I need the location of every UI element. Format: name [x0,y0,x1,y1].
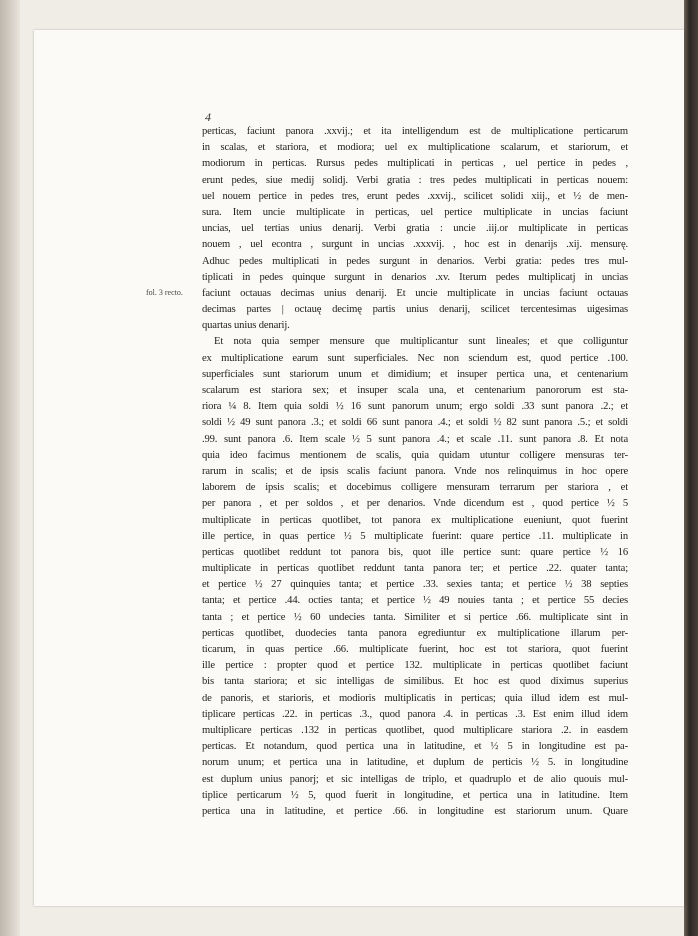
text-line: perticas quotlibet, duodecies tanta panora egrediuntur ex multiplicatione illarum per- [202,627,628,639]
text-line: et pertice ½ 27 quinquies tanta; et pertice .33. sexies tanta; et pertice ½ 38 septies [202,579,628,591]
text-line: rarum in scalis; et de ipsis scalis faciunt panora. Vnde nos relinquimus in hoc opere [202,465,628,477]
text-line: quartas unius denarij. [202,320,290,332]
text-line: uncias, uel tertias unius denarij. Verbi gratia : uncie .iij.or multiplicate in perticas [202,223,628,235]
text-line: bis tanta stariora; et sic intelligas de similibus. Et hoc est quod diximus superius [202,676,628,688]
text-line: perticas quotlibet reddunt tot panora bis, quot ille pertice sunt: quare pertice ½ 16 [202,546,628,558]
text-line: pertica una in latitudine, et pertice .66. in longitudine est stariorum unum. Quare [202,805,628,817]
text-line: norum unum; et pertica una in latitudine, et duplum de perticis ½ 5. in longitudine [202,757,628,769]
text-line: multiplicate in perticas quotlibet reddunt tanta panora ter; et pertice .22. quater tanta; [202,563,628,575]
text-line: ticarum, in quas pertice .66. multiplicate fuerint, hoc est tot stariora, quot fuerint [202,644,628,655]
text-line: decimas partes | octauę decimę partis unius denarij, scilicet tercentesimas uigesimas [202,304,628,316]
text-line: tanta; et pertice .44. octies tanta; et pertice ½ 49 nouies tanta ; et pertice 55 decies [202,595,628,607]
text-line: sura. Item uncie multiplicate in perticas, uel pertice multiplicate in uncias faciunt [202,206,628,218]
text-line: uel nouem pertice in pedes tres, erunt pedes .xxvij., scilicet solidi xiij., et ½ de men- [202,190,628,202]
text-line: superficiales sunt stariorum unum et dimidium; et insuper pertica una, et centenarium [202,368,628,380]
text-line: de panoris, et starioris, et modioris multiplicatis in perticas; quia illud idem est mul- [202,692,628,704]
text-line: faciunt octauas decimas unius denarij. Et uncie multiplicate in uncias faciunt octauas [202,287,628,299]
text-line: Adhuc pedes multiplicati in pedes surgunt in denarios. Verbi gratia: pedes tres mul- [202,255,628,267]
text-line: in scalas, et stariora, et modiora; uel ex multiplicatione scalarum, et stariorum, et [202,142,628,154]
text-line: multiplicate in perticas quotlibet, tot panora ex multiplicatione eueniunt, quot fuerint [202,514,628,526]
book-spine [684,0,698,936]
text-line: soldi ½ 49 sunt panora .3.; et soldi 66 sunt panora .4.; et soldi ½ 82 sunt panora .5.; et soldi [202,417,628,429]
text-line: tanta ; et pertice ½ 60 undecies tanta. Similiter et si pertice .66. multiplicate sint in [202,611,628,623]
text-line: est duplum unius panorj; et sic intelligas de triplo, et quadruplo et de alio quouis mul- [202,773,628,785]
text-line: perticas, faciunt panora .xxvij.; et ita intelligendum est de multiplicatione perticarum [202,126,628,137]
page-number: 4 [205,110,211,124]
body-text [202,124,628,820]
margin-note: fol. 3 recto. [146,288,183,297]
text-line: Et nota quia semper mensure que multiplicantur sunt lineales; et que colliguntur [214,336,628,348]
text-line: ille pertice : propter quod et pertice 132. multiplicate in perticas quotlibet faciunt [202,660,628,672]
text-line: riora ¼ 8. Item quia soldi ½ 16 sunt panorum unum; ergo soldi .33 sunt panora .2.; et [202,401,628,413]
text-line: ille pertice, in quas pertice ½ 5 multiplicate fuerint: quare pertice .11. multiplicate in [202,530,628,542]
text-line: quia ideo facimus mentionem de scalis, quia quidam utuntur colligere mensuras ter- [202,449,628,461]
text-line: nouem , uel econtra , surgunt in uncias .xxxvij. , hoc est in denarijs .xij. mensurę. [202,239,628,251]
text-line: scalarum est stariora sex; et insuper scala una, et centenarium panororum est sta- [202,385,628,396]
text-line: perticas. Et notandum, quod pertica una in latitudine, et ½ 5 in longitudine est pa- [202,741,628,753]
text-line: .99. sunt panora .6. Item scale ½ 5 sunt panora .4.; et scale .11. sunt panora .8. Et nota [202,433,628,445]
text-line: erunt pedes, siue medij solidj. Verbi gratia : tres pedes multiplicati in perticas nouem: [202,174,628,186]
scan-edge-shadow [0,0,20,936]
text-line: modiorum in perticas. Rursus pedes multiplicati in perticas , uel pertice in pedes , [202,158,628,170]
text-line: tiplicare perticas .22. in perticas .3., quod panora .4. in perticas .3. Est enim illud idem [202,708,628,720]
text-line: multiplicare perticas .132 in perticas quotlibet, quod multiplicare stariora .2. in easdem [202,724,628,736]
text-line: laborem de ipsis scalis; et docebimus colligere mensuram terrarum per stariora , et [202,482,628,494]
text-line: ex multiplicatione earum sunt superficiales. Nec non sciendum est, quod pertice .100. [202,352,628,364]
text-line: per panora , et per soldos , et per denarios. Vnde dicendum est , quod pertice ½ 5 [202,498,628,510]
text-line: tiplice perticarum ½ 5, quod fuerit in longitudine, et pertica una in latitudine. Item [202,789,628,801]
text-line: tiplicati in pedes quinque surgunt in denarios .xv. Iterum pedes multiplicatj in uncias [202,271,628,283]
